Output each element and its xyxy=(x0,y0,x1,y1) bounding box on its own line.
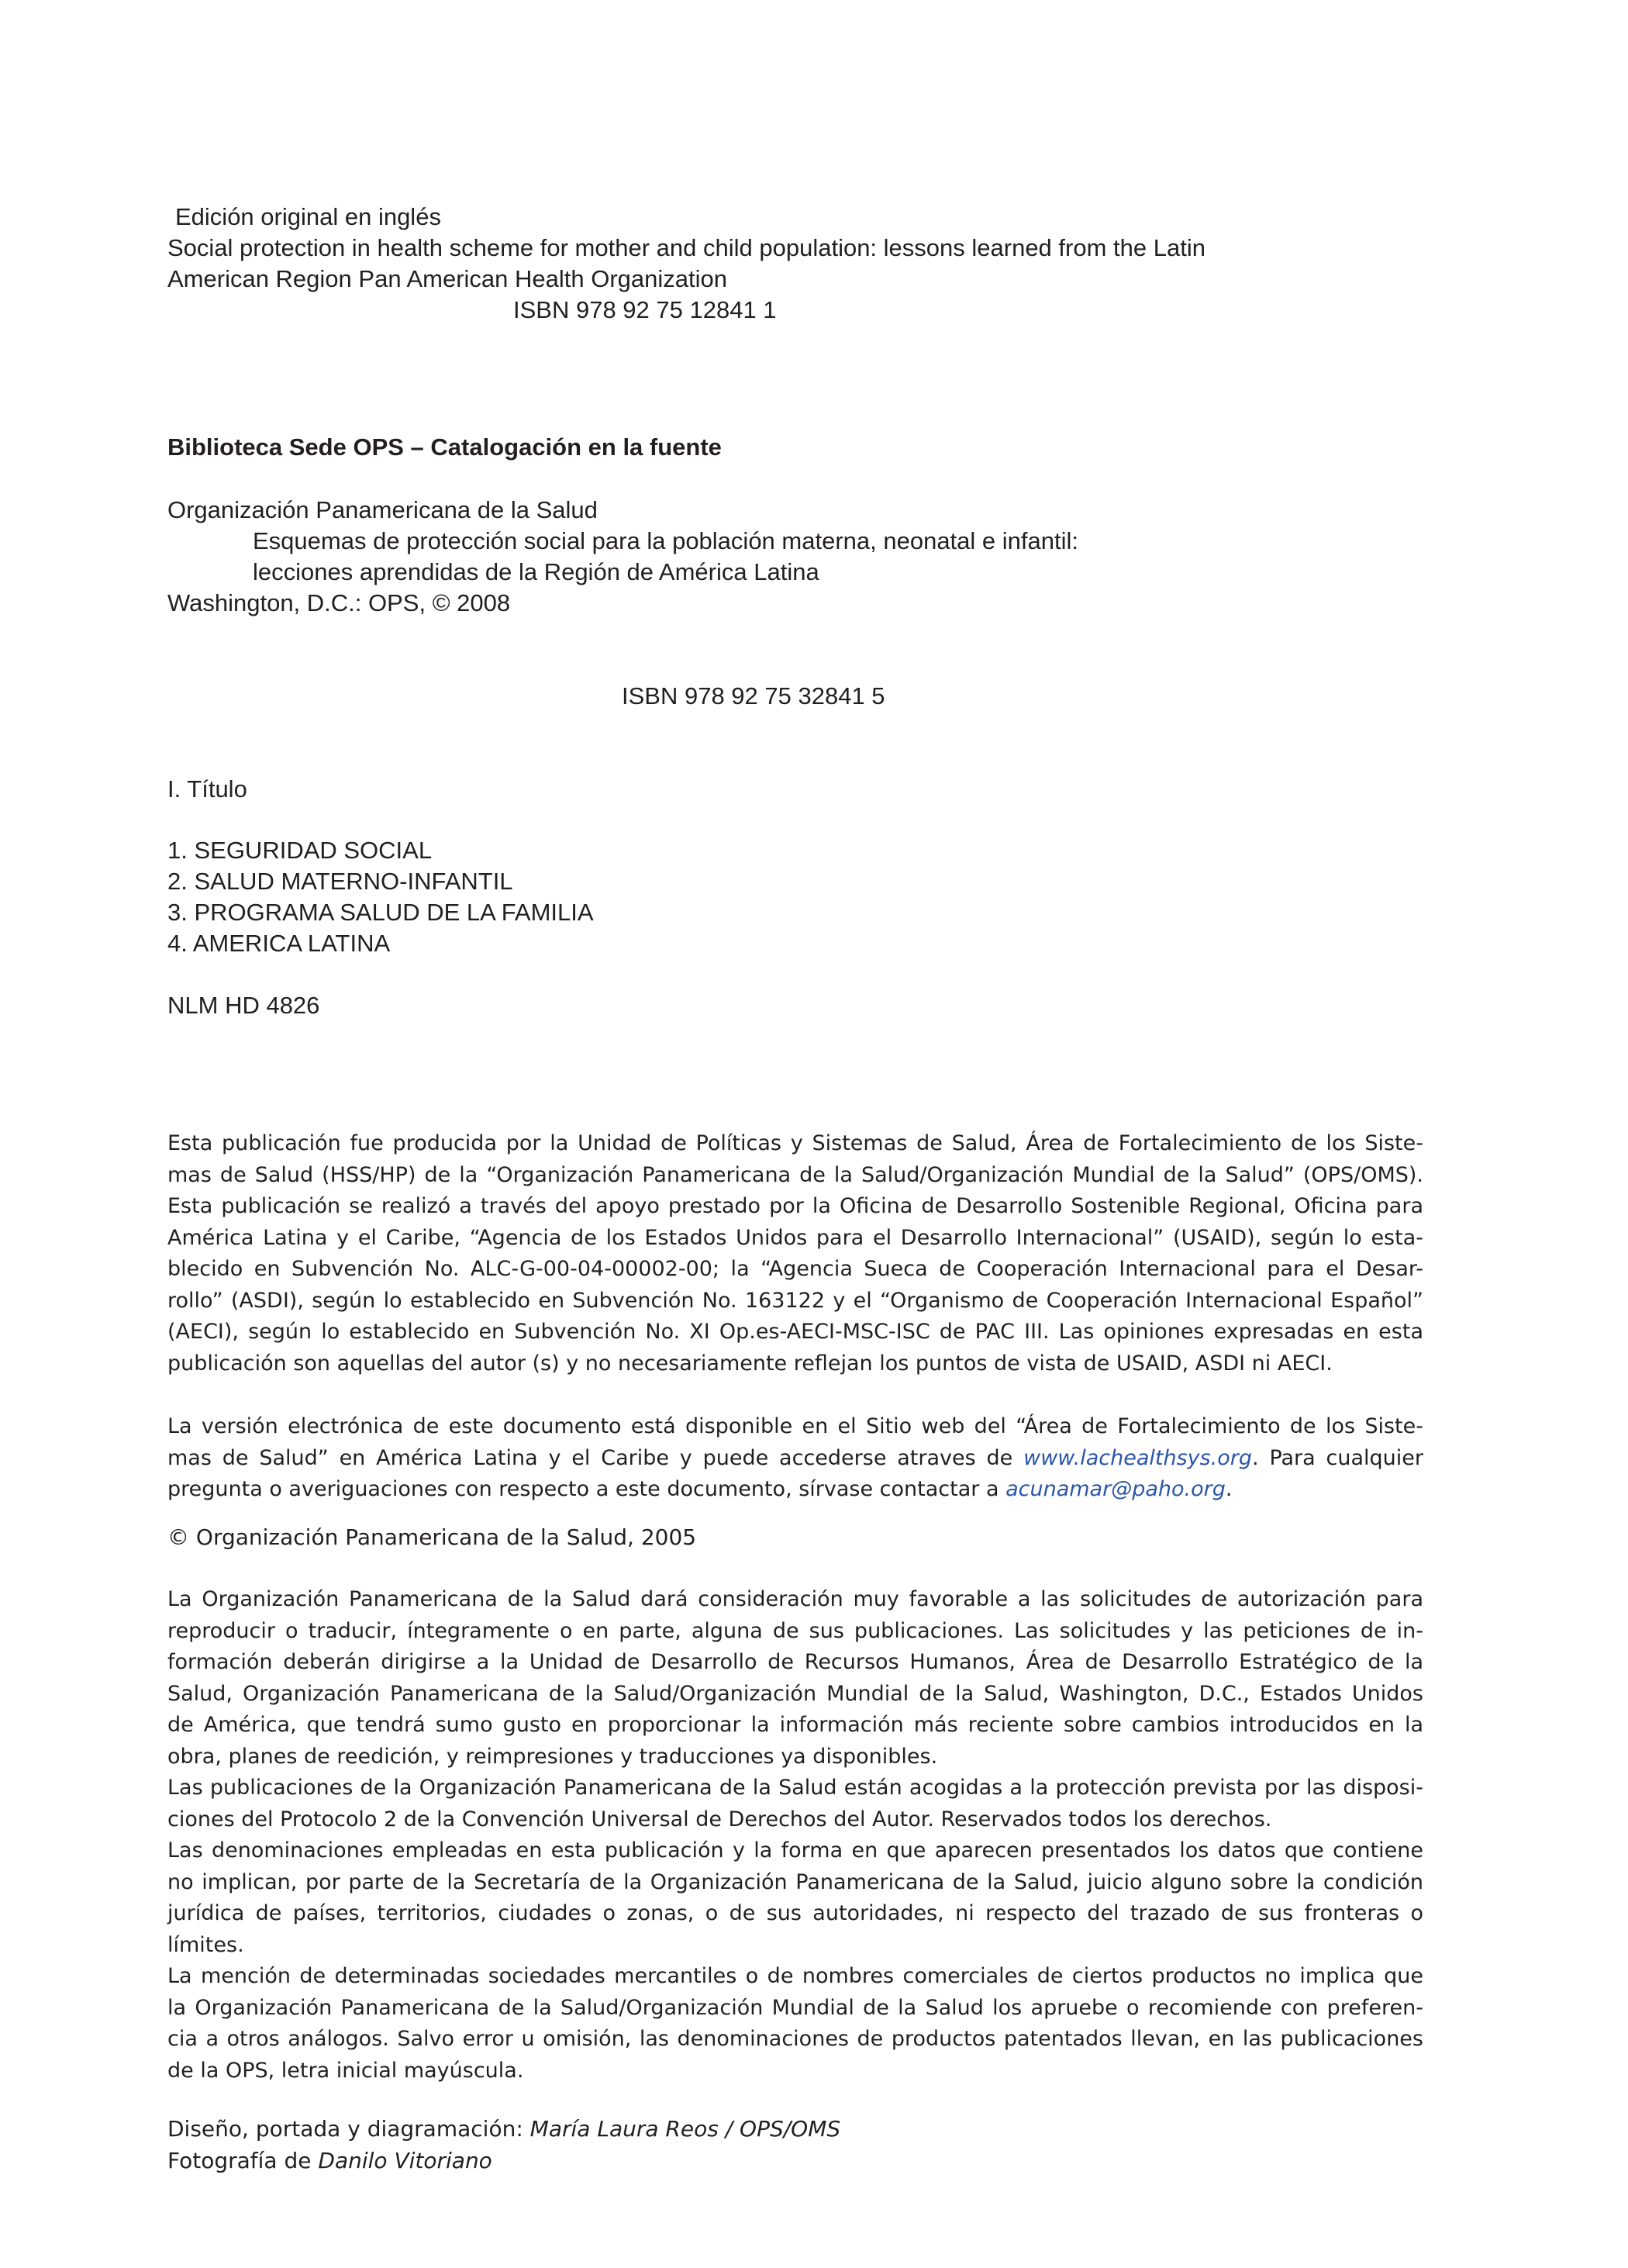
paragraph-line: de la OPS, letra inicial mayúscula. xyxy=(167,2058,524,2083)
catalog-title-entry: I. Título xyxy=(167,775,247,803)
original-title-line: Social protection in health scheme for mother and child population: lessons learned from the Latin xyxy=(167,234,1205,261)
original-edition-block xyxy=(167,202,1205,326)
paragraph-line: de América, que tendrá sumo gusto en proporcionar la información más reciente sobre cambios introducidos en la xyxy=(167,1713,1423,1737)
paragraph-line: formación deberán dirigirse a la Unidad de Desarrollo de Recursos Humanos, Área de Desarrollo Estratégico de la xyxy=(167,1650,1423,1674)
line-text: mas de Salud” en América Latina y el Caribe y puede accederse atraves de xyxy=(167,1445,1024,1470)
paragraph-line: Esta publicación se realizó a través del apoyo prestado por la Oficina de Desarrollo Sostenible Regional, Oficina para xyxy=(167,1194,1423,1218)
paragraph-line xyxy=(167,1474,1423,1506)
paragraph-line: la Organización Panamericana de la Salud/Organización Mundial de la Salud los apruebe o recomiende con preferen- xyxy=(167,1995,1423,2020)
design-credit xyxy=(167,2114,840,2145)
subject-item: 1. SEGURIDAD SOCIAL xyxy=(167,837,433,864)
line-text: pregunta o averiguaciones con respecto a este documento, sírvase contactar a xyxy=(167,1477,1006,1501)
catalog-nlm: NLM HD 4826 xyxy=(167,992,320,1019)
catalog-subjects xyxy=(167,835,594,959)
credits xyxy=(167,2114,840,2177)
paragraph-line: límites. xyxy=(167,1932,244,1957)
catalog-title-line: lecciones aprendidas de la Región de América Latina xyxy=(253,558,819,585)
paragraph-line: Las denominaciones empleadas en esta publicación y la forma en que aparecen presentados los datos que contiene xyxy=(167,1838,1423,1862)
design-name: María Laura Reos / OPS/OMS xyxy=(529,2116,841,2142)
paragraph-line: obra, planes de reedición, y reimpresiones y traducciones ya disponibles. xyxy=(167,1744,938,1769)
paragraph-line: América Latina y el Caribe, “Agencia de los Estados Unidos para el Desarrollo Internacional” (USAID), según lo esta- xyxy=(167,1225,1423,1250)
line-text: . Para cualquier xyxy=(1252,1445,1423,1470)
electronic-version-paragraph xyxy=(167,1411,1423,1506)
catalog-author: Organización Panamericana de la Salud xyxy=(167,496,598,523)
paragraph-line: (AECI), según lo establecido en Subvención No. XI Op.es-AECI-MSC-ISC de PAC III. Las opiniones expresadas en esta xyxy=(167,1320,1423,1344)
publication-note-paragraph xyxy=(167,1128,1423,1379)
paragraph-line: cia a otros análogos. Salvo error u omisión, las denominaciones de productos patentados llevan, en las publicaciones xyxy=(167,2027,1423,2051)
catalog-title-line: Esquemas de protección social para la población materna, neonatal e infantil: xyxy=(253,527,1078,554)
subject-item: 3. PROGRAMA SALUD DE LA FAMILIA xyxy=(167,899,594,926)
photo-label: Fotografía de xyxy=(167,2147,319,2173)
copyright-line: © Organización Panamericana de la Salud, 2005 xyxy=(167,1524,697,1550)
paragraph-line: Esta publicación fue producida por la Unidad de Políticas y Sistemas de Salud, Área de Fortalecimiento de los Siste- xyxy=(167,1131,1423,1155)
paragraph-line: La mención de determinadas sociedades mercantiles o de nombres comerciales de ciertos productos no implica que xyxy=(167,1964,1423,1988)
paragraph-line: jurídica de países, territorios, ciudades o zonas, o de sus autoridades, ni respecto del trazado de sus fronteras o xyxy=(167,1901,1423,1925)
subject-item: 4. AMERICA LATINA xyxy=(167,930,391,957)
paragraph-line: publicación son aquellas del autor (s) y no necesariamente reflejan los puntos de vista de USAID, ASDI ni AECI. xyxy=(167,1351,1333,1376)
catalog-entry xyxy=(167,495,1078,619)
subject-item: 2. SALUD MATERNO-INFANTIL xyxy=(167,868,513,895)
paragraph-line: reproducir o traducir, íntegramente o en parte, alguna de sus publicaciones. Las solicitudes y las peticiones de in- xyxy=(167,1618,1423,1643)
original-edition-heading: Edición original en inglés xyxy=(175,203,441,230)
photo-name: Danilo Vitoriano xyxy=(318,2147,492,2173)
catalog-heading: Biblioteca Sede OPS – Catalogación en la fuente xyxy=(167,433,722,461)
paragraph-line: blecido en Subvención No. ALC-G-00-04-00002-00; la “Agencia Sueca de Cooperación Internacional para el Desar- xyxy=(167,1257,1423,1281)
design-label: Diseño, portada y diagramación: xyxy=(167,2116,530,2142)
original-title-line: American Region Pan American Health Organization xyxy=(167,265,727,292)
paragraph-line: Salud, Organización Panamericana de la Salud/Organización Mundial de la Salud, Washington, D.C., Estados Unidos xyxy=(167,1681,1423,1706)
paragraph-line: La Organización Panamericana de la Salud dará consideración muy favorable a las solicitudes de autorización para xyxy=(167,1587,1423,1611)
original-isbn: ISBN 978 92 75 12841 1 xyxy=(513,296,777,323)
photo-credit xyxy=(167,2145,840,2177)
line-text: . xyxy=(1225,1477,1233,1501)
catalog-imprint: Washington, D.C.: OPS, © 2008 xyxy=(167,589,511,616)
paragraph-line: Las publicaciones de la Organización Panamericana de la Salud están acogidas a la protección prevista por las disposi- xyxy=(167,1776,1423,1800)
paragraph-line: rollo” (ASDI), según lo establecido en Subvención No. 163122 y el “Organismo de Cooperación Internacional Español” xyxy=(167,1288,1423,1313)
paragraph-line: mas de Salud (HSS/HP) de la “Organización Panamericana de la Salud/Organización Mundial de la Salud” (OPS/OMS). xyxy=(167,1162,1423,1187)
rights-paragraph xyxy=(167,1584,1423,2087)
website-link[interactable]: www.lachealthsys.org xyxy=(1023,1445,1253,1470)
catalog-isbn: ISBN 978 92 75 32841 5 xyxy=(622,682,885,709)
paragraph-line xyxy=(167,1443,1423,1475)
paragraph-line: ciones del Protocolo 2 de la Convención Universal de Derechos del Autor. Reservados todos los derechos. xyxy=(167,1807,1272,1831)
email-link[interactable]: acunamar@paho.org xyxy=(1005,1477,1226,1501)
paragraph-line: no implican, por parte de la Secretaría de la Organización Panamericana de la Salud, juicio alguno sobre la condición xyxy=(167,1869,1423,1894)
paragraph-line: La versión electrónica de este documento está disponible en el Sitio web del “Área de Fortalecimiento de los Siste- xyxy=(167,1414,1423,1438)
